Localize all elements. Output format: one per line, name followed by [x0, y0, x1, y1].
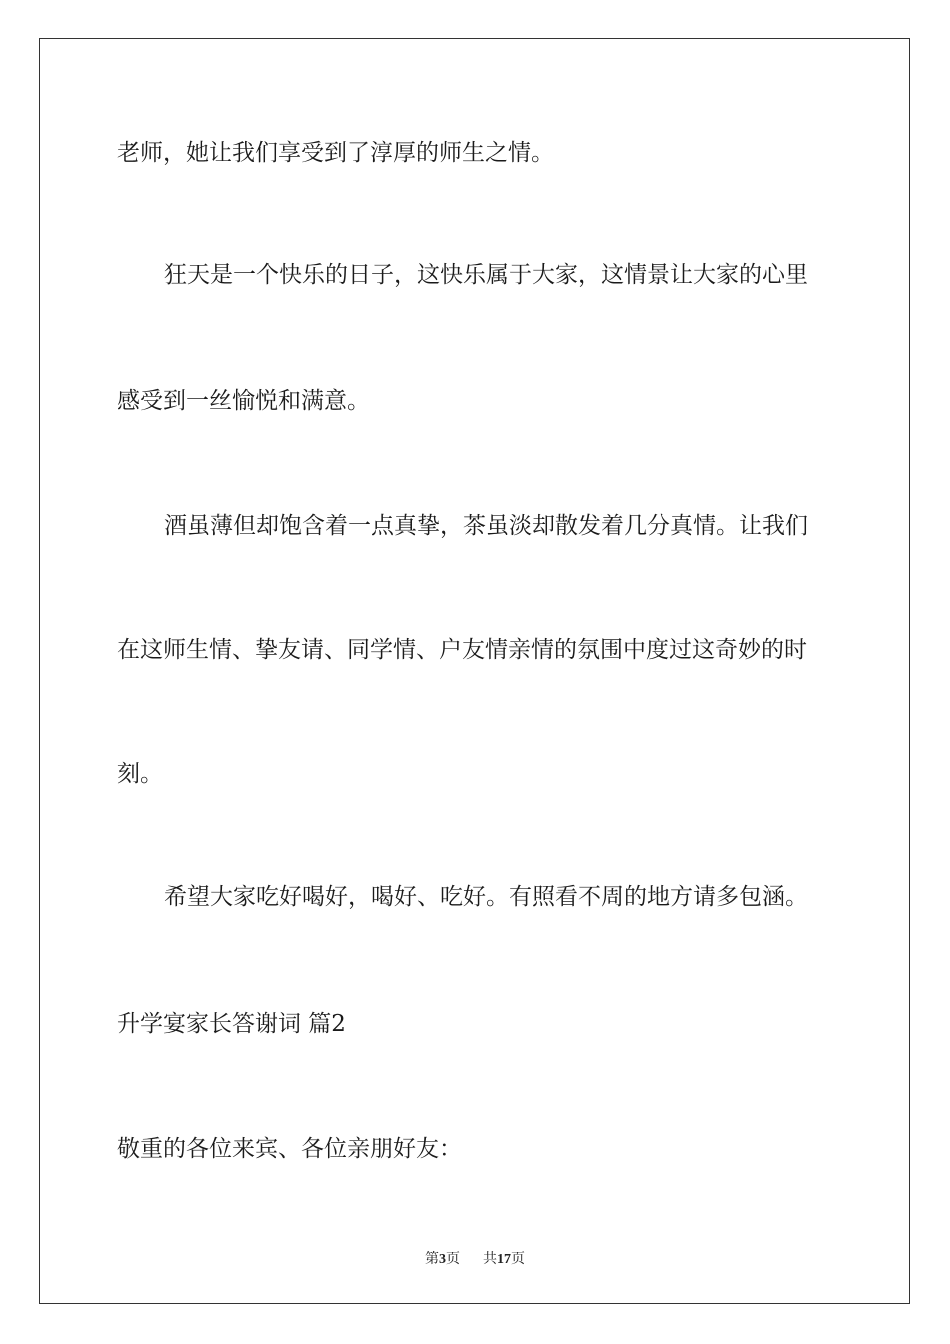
footer-total-prefix: 共: [483, 1252, 497, 1267]
body-line-3: 感受到一丝愉悦和满意。: [117, 388, 370, 414]
footer-page-suffix: 页: [446, 1252, 460, 1267]
page-footer: [0, 1248, 950, 1268]
body-line-1: 老师，她让我们享受到了淳厚的师生之情。: [117, 140, 554, 166]
footer-total-suffix: 页: [511, 1252, 525, 1267]
footer-page-number: 3: [439, 1252, 446, 1267]
section-heading: 升学宴家长答谢词 篇2: [117, 1011, 346, 1037]
footer-total-number: 17: [497, 1252, 511, 1267]
body-line-6: 刻。: [117, 761, 163, 787]
body-line-2: 狂天是一个快乐的日子，这快乐属于大家，这情景让大家的心里: [164, 262, 808, 288]
salutation-line: 敬重的各位来宾、各位亲朋好友：: [117, 1136, 462, 1162]
body-line-4: 酒虽薄但却饱含着一点真挚，茶虽淡却散发着几分真情。让我们: [164, 513, 808, 539]
page-border: [39, 38, 910, 1304]
footer-page-prefix: 第: [425, 1252, 439, 1267]
body-line-5: 在这师生情、挚友请、同学情、户友情亲情的氛围中度过这奇妙的时: [117, 637, 807, 663]
body-line-7: 希望大家吃好喝好，喝好、吃好。有照看不周的地方请多包涵。: [164, 884, 808, 910]
